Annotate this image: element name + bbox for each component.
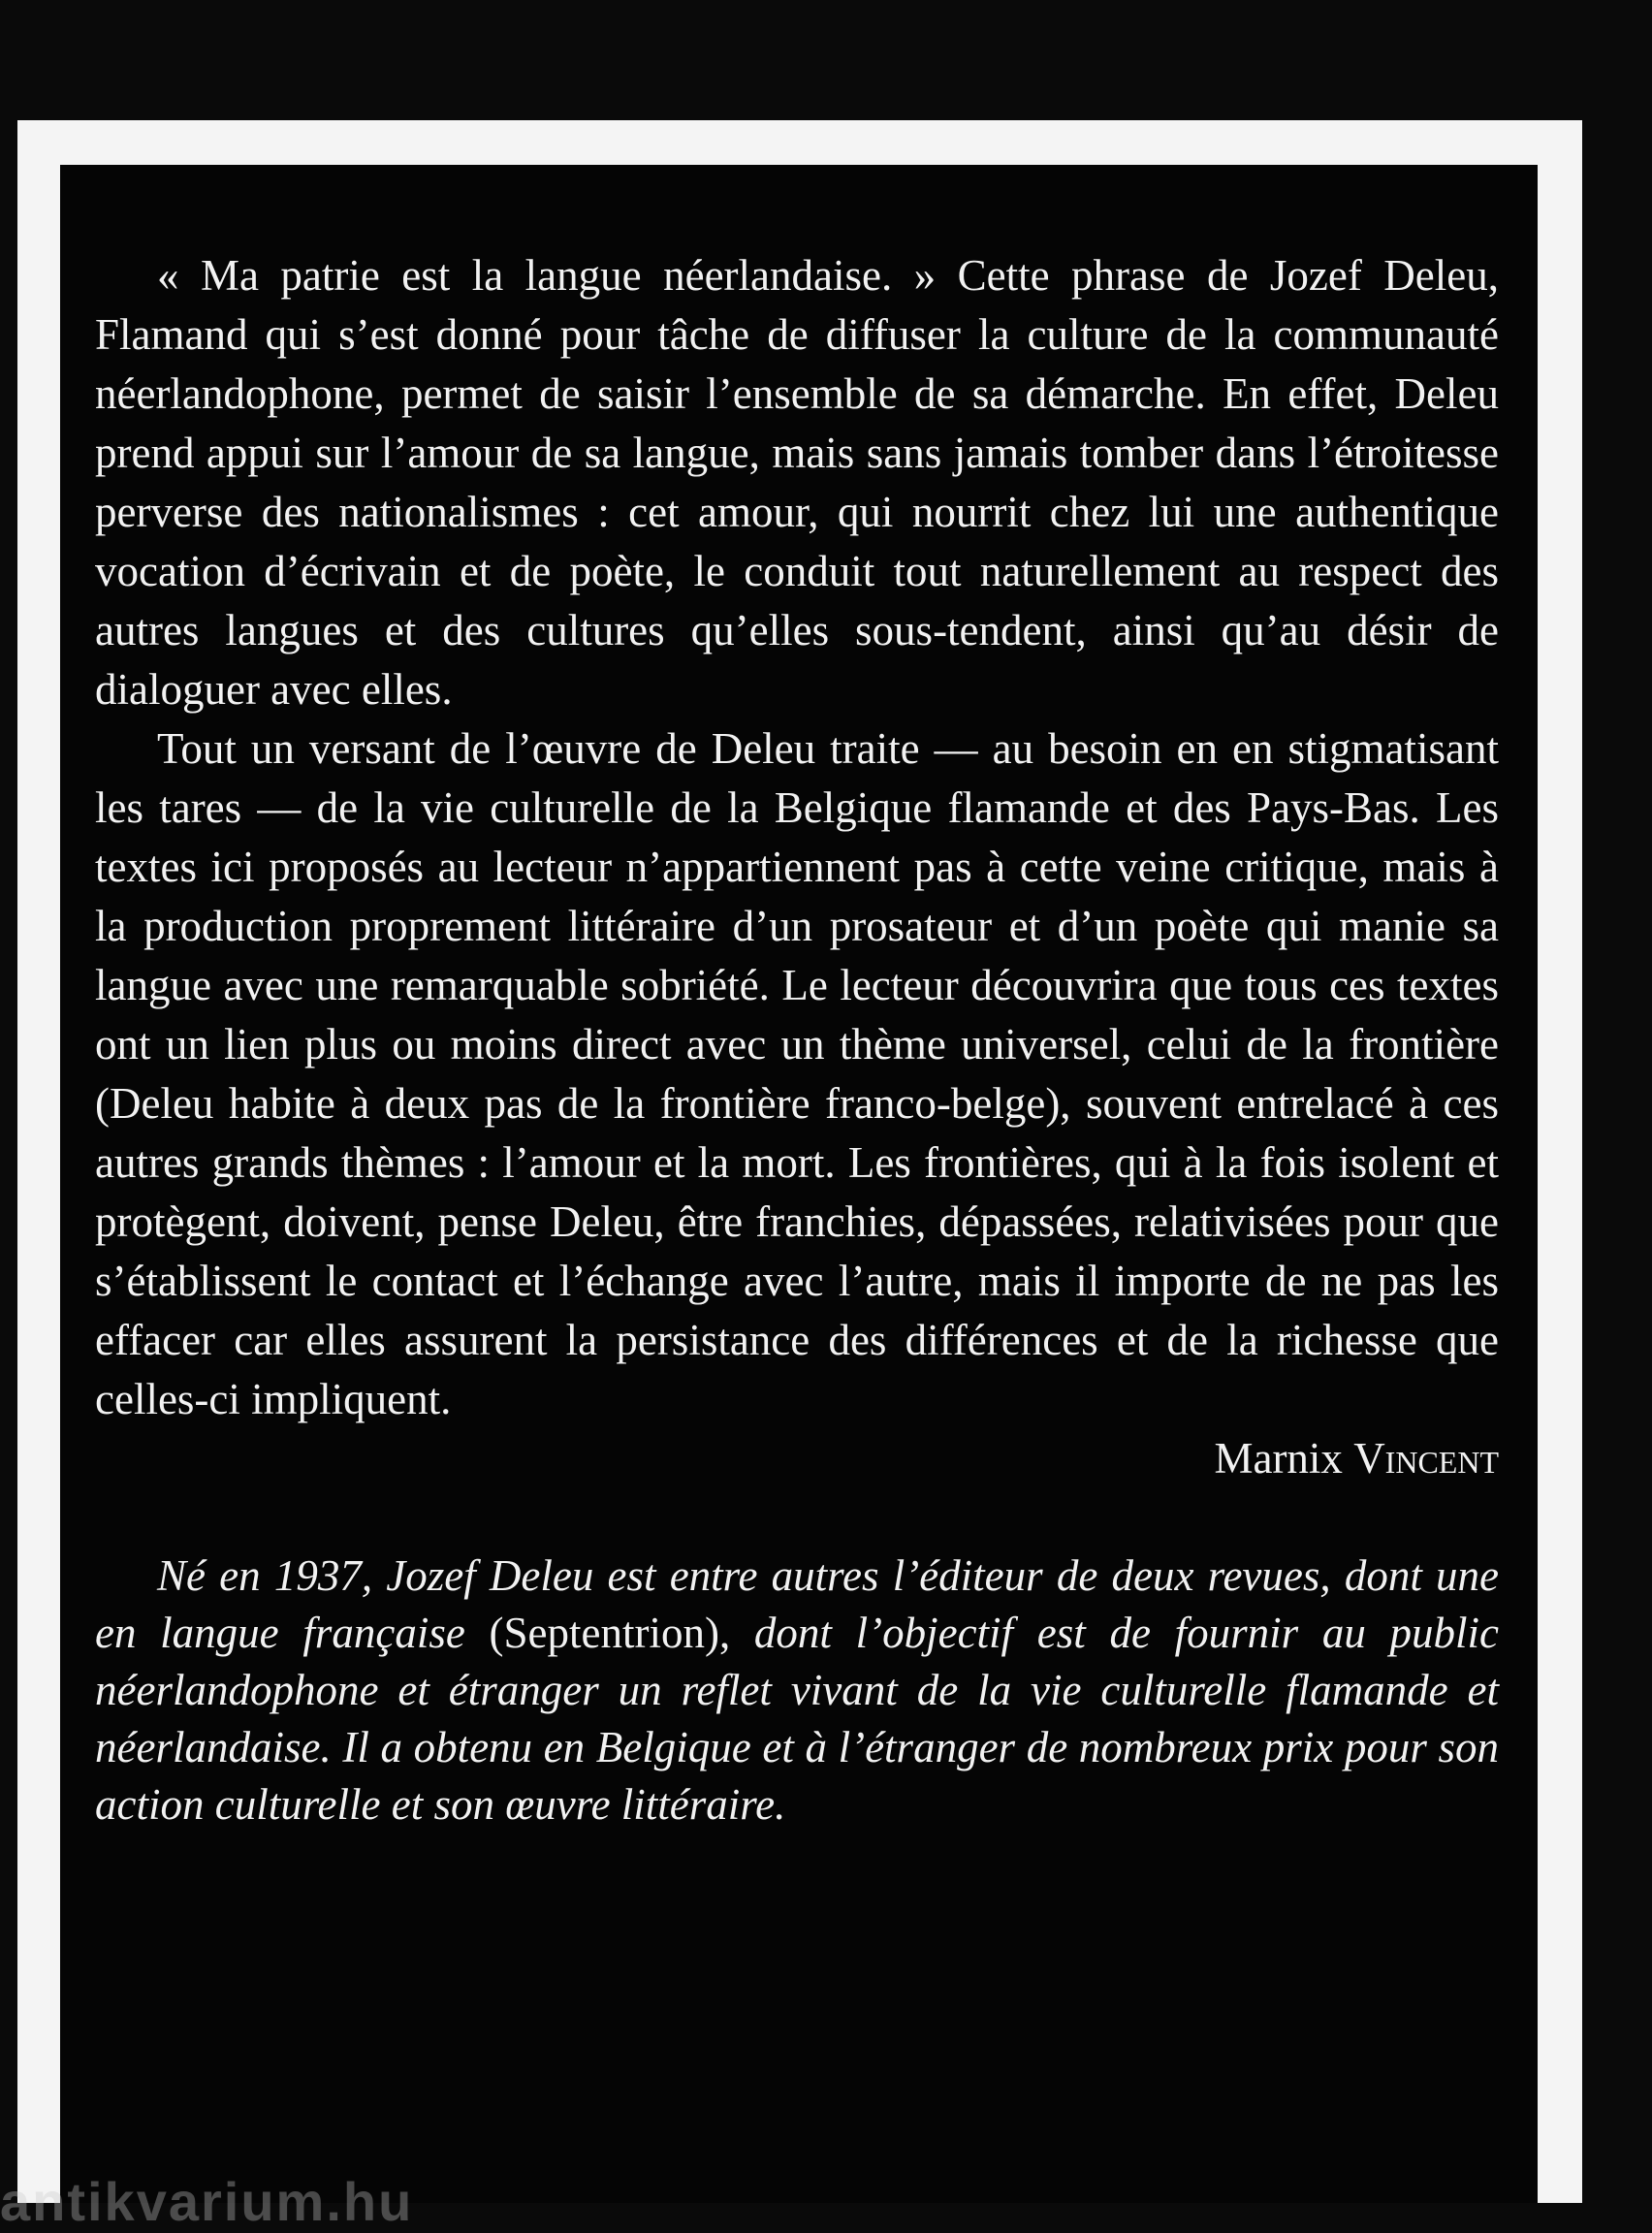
blurb-paragraph-2: Tout un versant de l’œuvre de Deleu traite — au besoin en en stigmatisant les tares — de la vie culturelle de la Belgique flamande et des Pays-Bas. Les textes ici proposés au lecteur n’appartiennent pas à cette veine critique, mais à la production proprement littéraire d’un prosateur et d’un poète qui manie sa langue avec une remarquable sobriété. Le lecteur découvrira que tous ces textes ont un lien plus ou moins direct avec un thème universel, celui de la frontière (Deleu habite à deux pas de la frontière franco-belge), souvent entrelacé à ces autres grands thèmes : l’amour et la mort. Les frontières, qui à la fois isolent et protègent, doivent, pense Deleu, être franchies, dépassées, relativisées pour que s’établissent le contact et l’échange avec l’autre, mais il importe de ne pas les effacer car elles assurent la persistance des différences et de la richesse que celles-ci impliquent. [95, 724, 1499, 1423]
watermark-text: antikvarium.hu [0, 2171, 414, 2232]
author-bio [95, 1547, 1499, 1834]
bio-review-name: (Septentrion), [489, 1609, 731, 1657]
signature-first-name: Marnix [1214, 1434, 1343, 1483]
author-signature [95, 1429, 1499, 1488]
bio-text-1: Né en 1937, Jozef Deleu est entre autres l’éditeur de deux revues, dont une en langue française [95, 1551, 1499, 1657]
bio-text-2: dont l’objectif est de fournir au public néerlandophone et étranger un reflet vivant de la vie culturelle flamande et néerlandaise. Il a obtenu en Belgique et à l’étranger de nombreux prix pour son action culturelle et son œuvre littéraire. [95, 1609, 1500, 1829]
back-cover-text [95, 246, 1499, 1834]
signature-surname: Vincent [1353, 1434, 1499, 1483]
blurb-paragraph-1: « Ma patrie est la langue néerlandaise. » Cette phrase de Jozef Deleu, Flamand qui s’est donné pour tâche de diffuser la culture de la communauté néerlandophone, permet de saisir l’ensemble de sa démarche. En effet, Deleu prend appui sur l’amour de sa langue, mais sans jamais tomber dans l’étroitesse perverse des nationalismes : cet amour, qui nourrit chez lui une authentique vocation d’écrivain et de poète, le conduit tout naturellement au respect des autres langues et des cultures qu’elles sous-tendent, ainsi qu’au désir de dialoguer avec elles. [95, 251, 1499, 714]
